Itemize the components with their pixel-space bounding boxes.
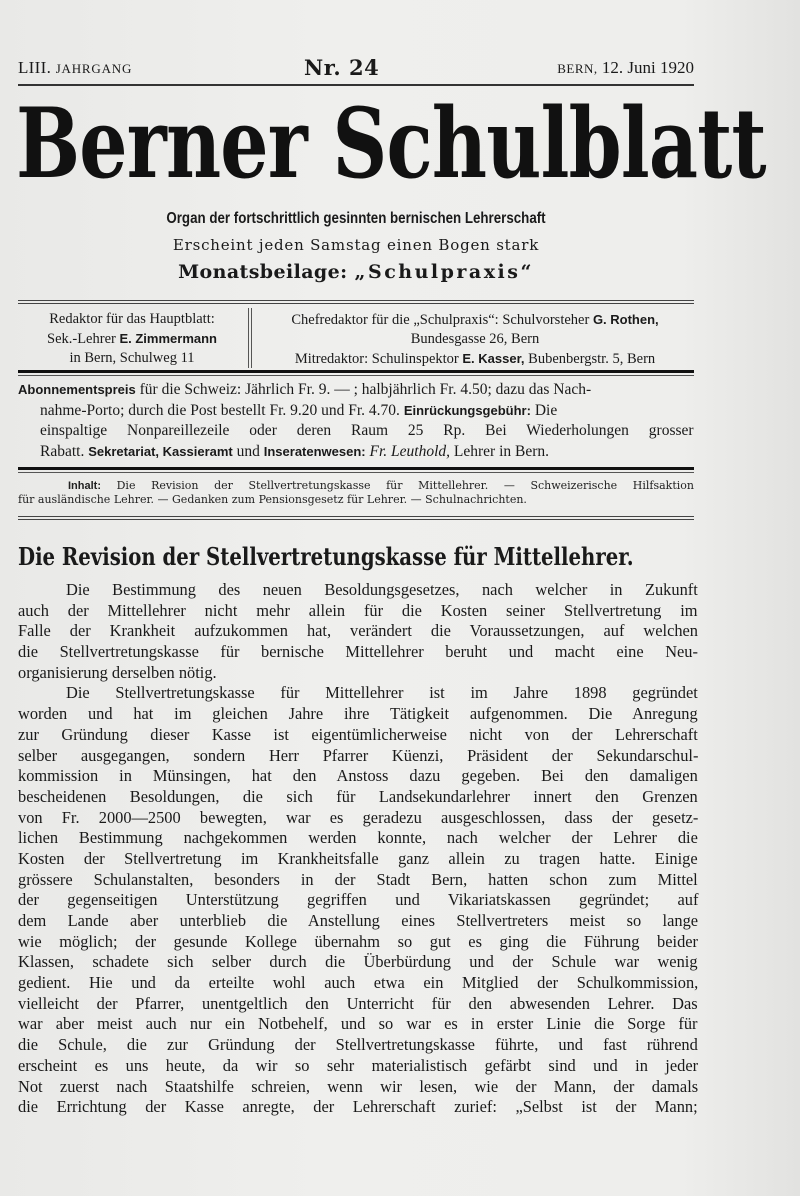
co-editor-name: E. Kasser, [462, 351, 525, 366]
supplement-name: „Schulpraxis“ [354, 261, 534, 283]
article-line: dem Lande aber unterblieb die Anstellung eines Stellvertreters meist so lange [18, 911, 699, 930]
divider-thin [18, 472, 694, 473]
article-line: Kosten der Stellvertretung im Krankheitsfalle ganz allein zu tragen hatte. Einige [18, 848, 698, 868]
article-line: von Fr. 2000—2500 bewegten, war es geradezu ausgeschlossen, dass der gesetz- [18, 807, 699, 827]
rebate-text: Rabatt. [40, 442, 89, 460]
advertising-label: Inseratenwesen: [263, 443, 366, 459]
date: 12. Juni 1920 [601, 58, 694, 77]
editor-main-name-line [18, 329, 246, 349]
editor-main-role: Redaktor für das Hauptblatt: [49, 311, 215, 327]
contents-line [18, 479, 694, 493]
article-line: organisierung derselben nötig. [18, 662, 217, 682]
subscription-line [18, 380, 694, 401]
volume-label [18, 58, 132, 78]
article-line: wie möglich; der gesunde Kollege übernahm so gut es ging die Führung beider [18, 931, 699, 951]
masthead-subtitle: Organ der fortschrittlich gesinnten bernischen Lehrerschaft [166, 210, 546, 227]
masthead-title: Berner Schulblatt [16, 87, 766, 200]
article-line: die Schule, die zur Gründung der Stellvertretungskasse führte, und fast rührend [18, 1035, 698, 1055]
subscription-line [18, 401, 694, 422]
table-of-contents [18, 479, 694, 507]
subscription-info [18, 380, 694, 462]
article-line: erscheint es uns heute, da wir so sehr materialistisch gefärbt sind und in jeder [18, 1055, 699, 1075]
volume-number: LIII. [18, 58, 52, 77]
editor-main [18, 308, 246, 370]
secretariat-label: Sekretariat, Kassieramt [88, 443, 233, 459]
article-line: Not zuerst nach Staatshilfe schreien, wenn wir lesen, wie der Mann, der damals [18, 1076, 699, 1096]
chief-editor-address: Bundesgasse 26, Bern [410, 331, 540, 347]
subscription-price-text: für die Schweiz: Jährlich Fr. 9. — ; halbjährlich Fr. 4.50; dazu das Nach- [135, 381, 592, 398]
header-rule [18, 84, 694, 86]
subscription-line: einspaltige Nonpareillezeile oder deren Raum 25 Rp. Bei Wiederholungen grosser [40, 422, 694, 439]
article-line: Die Stellvertretungskasse für Mittellehrer ist im Jahre 1898 gegründet [66, 683, 698, 703]
masthead-frequency: Erscheint jeden Samstag einen Bogen stark [172, 236, 540, 254]
issue-date [557, 58, 694, 78]
volume-word: JAHRGANG [55, 61, 133, 76]
article-line: der gegenseitigen Unterstützung gegriffen und Vikariatskassen gegründet; auf [18, 890, 699, 910]
article-line: Falle der Krankheit aufzukommen hat, verändert die Voraussetzungen, auf welchen [18, 621, 699, 641]
conjunction: und [232, 442, 264, 460]
divider-thick [18, 467, 694, 470]
article-line: die Errichtung der Kasse anregte, der Lehrerschaft zurief: „Selbst ist der Mann; [18, 1097, 698, 1117]
article-line: bescheidenen Besoldungen, die sich für Landsekundarlehrer innert den Grenzen [18, 786, 698, 806]
article-line: zur Gründung dieser Kasse ist eigentümlicherweise nicht von der Lehrerschaft [18, 724, 698, 744]
contact-role: Lehrer in Bern. [450, 442, 550, 460]
article-line: vielleicht der Pfarrer, unentgeltlich den Unterricht für den abwesenden Lehrer. Das [18, 993, 698, 1013]
masthead-supplement [0, 261, 712, 283]
co-editor-role: Schulinspektor [368, 351, 463, 367]
article-headline: Die Revision der Stellvertretungskasse für Mittellehrer. [18, 542, 634, 571]
co-editor-line [256, 349, 694, 369]
insertion-fee-label: Einrückungsgebühr: [403, 402, 531, 418]
subscription-line [18, 442, 694, 463]
article-body [18, 580, 698, 1118]
divider-thin [18, 375, 694, 376]
contents-text: Die Revision der Stellvertretungskasse für Mittellehrer. — Schweizerische Hilfsaktion [101, 479, 694, 492]
article-line: grössere Schulanstalten, besonders in der Stadt Bern, hatten schon zum Mittel [18, 869, 698, 889]
supplement-label: Monatsbeilage: [178, 261, 348, 283]
divider-thick [18, 370, 694, 373]
chief-editor-role: Chefredaktor für die „Schulpraxis“: Schulvorsteher [291, 312, 593, 328]
divider-double [18, 300, 694, 304]
place: BERN, [557, 61, 598, 76]
chief-editor-line [256, 310, 694, 330]
divider-double [18, 516, 694, 520]
issue-header [18, 56, 694, 80]
editors-divider [248, 308, 252, 368]
article-line: gedient. Hie und da erteilte wohl auch etwa ein Mitglied der Schulkommission, [18, 973, 699, 993]
editor-main-name: E. Zimmermann [119, 331, 217, 346]
article-line: selber ausgegangen, sondern Herr Pfarrer Küenzi, Präsident der Sekundarschul- [18, 745, 699, 765]
article-line: auch der Mittellehrer nicht mehr allein für die Kosten seiner Stellvertretung im [18, 600, 698, 620]
subscription-price-label: Abonnementspreis [18, 382, 136, 397]
contact-person: Fr. Leuthold, [369, 442, 451, 460]
article-line: worden und hat im gleichen Jahre ihre Tätigkeit aufgenommen. Die Anregung [18, 704, 698, 724]
article-line: war aber meist auch nur ein Notbehelf, und so war es in erster Linie die Sorge für [18, 1014, 698, 1034]
co-editor-address: Bubenbergstr. 5, Bern [524, 351, 656, 367]
article-line: lichen Bestimmung nachgekommen werden konnte, nach welcher der Lehrer die [18, 828, 698, 848]
editor-supplement [256, 308, 694, 370]
co-editor-label: Mitredaktor: [294, 351, 369, 367]
article-line: Klassen, schadete sich selber durch die Überbürdung und der Schule war wenig [18, 952, 698, 972]
article-line: die Stellvertretungskasse für bernische Mittellehrer beruht und macht eine Neu- [18, 642, 698, 662]
article-line: kommission in Münsingen, hat den Anstoss dazu gegeben. Bei den damaligen [18, 766, 698, 786]
issue-number: Nr. 24 [304, 55, 380, 80]
chief-editor-name: G. Rothen, [592, 312, 659, 327]
editor-main-address: in Bern, Schulweg 11 [69, 350, 195, 366]
editors-box [18, 308, 694, 368]
contents-label: Inhalt: [68, 480, 101, 492]
contents-line: für ausländische Lehrer. — Gedanken zum Pensionsgesetz für Lehrer. — Schulnachrichten. [18, 493, 527, 506]
editor-main-title: Sek.-Lehrer [47, 331, 120, 347]
subscription-post-text: nahme-Porto; durch die Post bestellt Fr. 9.20 und Fr. 4.70. [40, 401, 404, 419]
article-line: Die Bestimmung des neuen Besoldungsgesetzes, nach welcher in Zukunft [66, 580, 698, 599]
insertion-fee-text: Die [530, 401, 558, 419]
